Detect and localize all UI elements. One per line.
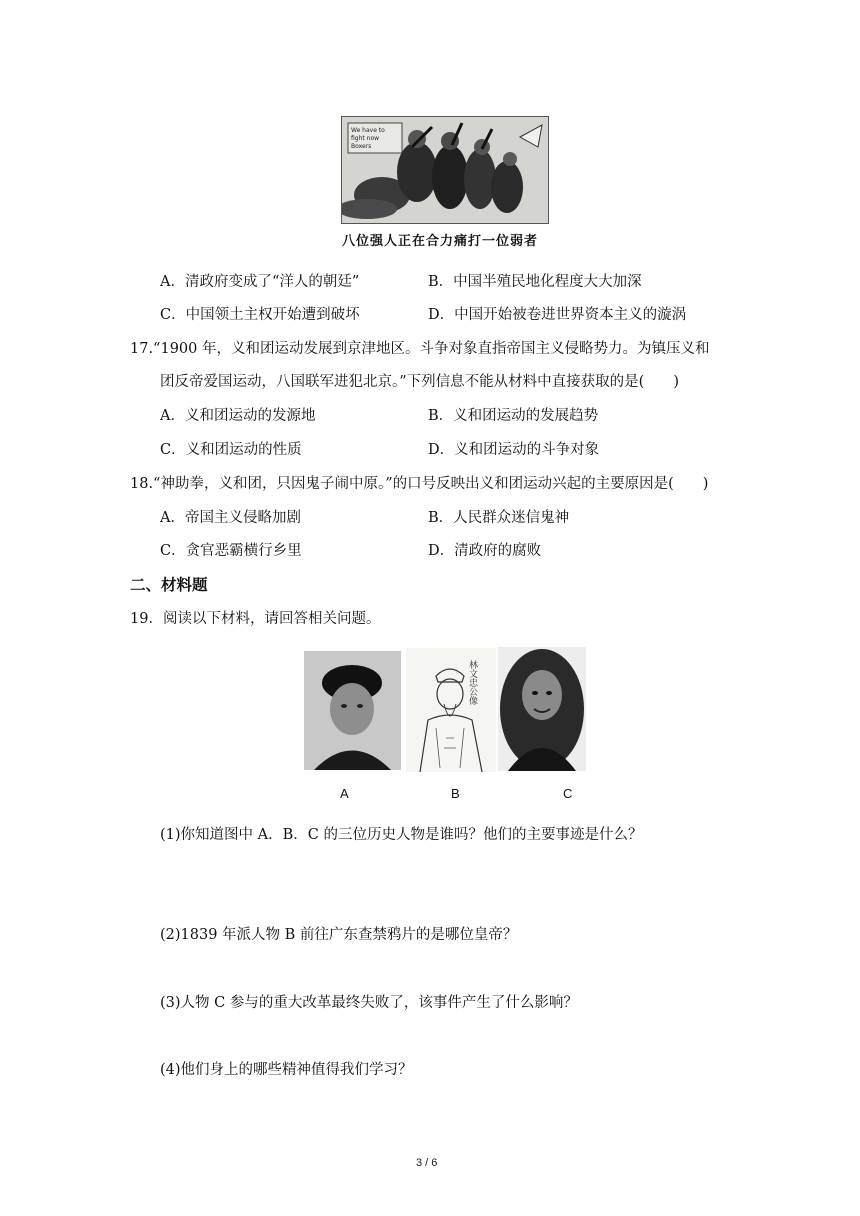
section-title: 二、材料题 [130,575,208,594]
image-label-a: A [340,786,349,801]
q18-stem: 18.“神助拳，义和团，只因鬼子闹中原。”的口号反映出义和团运动兴起的主要原因是( ) [130,476,709,492]
cartoon-text-1: We have to [351,127,385,134]
q17-stem-line2: 团反帝爱国运动，八国联军进犯北京。”下列信息不能从材料中直接获取的是( ) [160,374,679,390]
q17-option-c: C．义和团运动的性质 [160,442,302,458]
political-cartoon-image [341,116,549,224]
q19-sub-question-3: (3)人物 C 参与的重大改革最终失败了，该事件产生了什么影响？ [160,995,578,1011]
q16-option-c: C．中国领土主权开始遭到破坏 [160,307,360,323]
portrait-c-image [498,647,586,771]
q19-stem: 19．阅读以下材料，请回答相关问题。 [130,611,381,627]
q18-option-b: B．人民群众迷信鬼神 [428,510,570,526]
q19-sub-question-4: (4)他们身上的哪些精神值得我们学习？ [160,1062,413,1078]
q17-option-a: A．义和团运动的发源地 [160,408,316,424]
q17-option-d: D．义和团运动的斗争对象 [428,442,600,458]
q17-option-b: B．义和团运动的发展趋势 [428,408,599,424]
q17-stem-line1: 17.“1900 年，义和团运动发展到京津地区。斗争对象直指帝国主义侵略势力。为镇压义和 [130,341,710,357]
q18-option-c: C．贪官恶霸横行乡里 [160,543,302,559]
portrait-a-image [304,651,401,770]
cartoon-caption: 八位强人正在合力痛打一位弱者 [342,234,539,249]
q16-option-a: A．清政府变成了“洋人的朝廷” [160,274,360,290]
q16-option-d: D．中国开始被卷进世界资本主义的漩涡 [428,307,687,323]
q18-option-a: A．帝国主义侵略加剧 [160,510,301,526]
q19-sub-question-1: (1)你知道图中 A．B．C 的三位历史人物是谁吗？他们的主要事迹是什么？ [160,827,643,843]
page-number: 3 / 6 [416,1157,438,1169]
q19-sub-question-2: (2)1839 年派人物 B 前往广东查禁鸦片的是哪位皇帝？ [160,927,518,943]
cartoon-text-2: fight now [351,135,380,142]
q16-option-b: B．中国半殖民地化程度大大加深 [428,274,642,290]
portrait-b-image [406,648,496,772]
cartoon-text-3: Boxers [351,143,372,150]
portrait-b-inscription: 林文忠公像 [467,660,477,705]
image-label-c: C [563,786,573,801]
q18-option-d: D．清政府的腐败 [428,543,542,559]
image-label-b: B [451,786,460,801]
